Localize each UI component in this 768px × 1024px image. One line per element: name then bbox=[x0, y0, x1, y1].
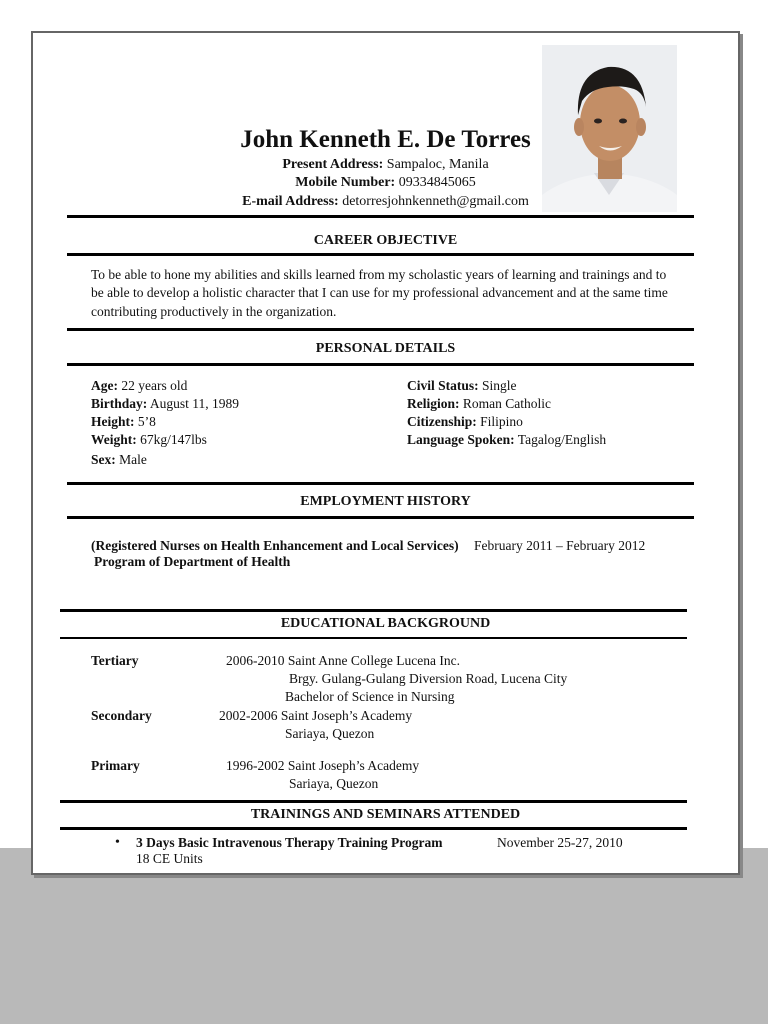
primary-label: Primary bbox=[91, 758, 140, 773]
primary-line1: 1996-2002 Saint Joseph’s Academy bbox=[226, 758, 420, 773]
personal-details-heading: PERSONAL DETAILS bbox=[315, 341, 456, 356]
education-heading: EDUCATIONAL BACKGROUND bbox=[280, 616, 491, 631]
detail-language: Language Spoken: Tagalog/English bbox=[407, 432, 607, 447]
detail-height: Height: 5’8 bbox=[91, 414, 156, 429]
secondary-line2: Sariaya, Quezon bbox=[285, 726, 375, 741]
employment-heading: EMPLOYMENT HISTORY bbox=[300, 494, 471, 509]
tertiary-label: Tertiary bbox=[91, 653, 139, 668]
mobile-label: Mobile Number: bbox=[295, 175, 396, 190]
personal-details-right bbox=[407, 377, 606, 449]
present-address-value: Sampaloc, Manila bbox=[383, 157, 489, 172]
present-address bbox=[33, 157, 738, 173]
personal-details-top-divider bbox=[67, 328, 694, 331]
detail-age: Age: 22 years old bbox=[91, 378, 188, 393]
tertiary-line3: Bachelor of Science in Nursing bbox=[285, 689, 455, 704]
secondary-label: Secondary bbox=[91, 708, 152, 723]
detail-citizenship: Citizenship: Filipino bbox=[407, 414, 523, 429]
training-1-units: 18 CE Units bbox=[136, 851, 203, 866]
email-value: detorresjohnkenneth@gmail.com bbox=[338, 194, 529, 209]
header-divider bbox=[67, 215, 694, 218]
education-divider bbox=[60, 637, 687, 639]
tertiary-line2: Brgy. Gulang-Gulang Diversion Road, Lucena City bbox=[289, 671, 568, 686]
trainings-top-divider bbox=[60, 800, 687, 803]
training-bullet: • bbox=[115, 835, 120, 850]
email-address bbox=[33, 194, 738, 210]
resume-page bbox=[31, 31, 740, 875]
employment-dates: February 2011 – February 2012 bbox=[474, 538, 646, 553]
personal-details-left bbox=[91, 377, 239, 469]
trainings-divider bbox=[60, 827, 687, 830]
detail-civil-status: Civil Status: Single bbox=[407, 378, 517, 393]
detail-birthday: Birthday: August 11, 1989 bbox=[91, 396, 240, 411]
tertiary-line1: 2006-2010 Saint Anne College Lucena Inc. bbox=[226, 653, 460, 668]
mobile-value: 09334845065 bbox=[395, 175, 476, 190]
secondary-line1: 2002-2006 Saint Joseph’s Academy bbox=[219, 708, 413, 723]
training-1-date: November 25-27, 2010 bbox=[497, 835, 623, 850]
detail-religion: Religion: Roman Catholic bbox=[407, 396, 551, 411]
present-address-label: Present Address: bbox=[282, 157, 384, 172]
personal-details-divider bbox=[67, 363, 694, 366]
career-objective-text: To be able to hone my abilities and skills learned from my scholastic years of learning and trainings and to be able to develop a holistic character that I can use for my professional advancement and at the same time contributing productively in the organization. bbox=[91, 267, 668, 319]
education-top-divider bbox=[60, 609, 687, 612]
employment-top-divider bbox=[67, 482, 694, 485]
candidate-name: John Kenneth E. De Torres bbox=[240, 126, 531, 153]
mobile-number bbox=[33, 175, 738, 191]
career-objective-divider bbox=[67, 253, 694, 256]
training-1-title: 3 Days Basic Intravenous Therapy Training Program bbox=[136, 835, 443, 850]
detail-sex: Sex: Male bbox=[91, 452, 147, 467]
trainings-heading: TRAININGS AND SEMINARS ATTENDED bbox=[250, 807, 521, 822]
primary-line2: Sariaya, Quezon bbox=[289, 776, 379, 791]
employment-org: (Registered Nurses on Health Enhancement and Local Services) bbox=[91, 538, 459, 553]
email-label: E-mail Address: bbox=[242, 194, 339, 209]
detail-weight: Weight: 67kg/147lbs bbox=[91, 432, 207, 447]
employment-program: Program of Department of Health bbox=[94, 554, 291, 569]
employment-divider bbox=[67, 516, 694, 519]
career-objective-heading: CAREER OBJECTIVE bbox=[313, 233, 458, 248]
